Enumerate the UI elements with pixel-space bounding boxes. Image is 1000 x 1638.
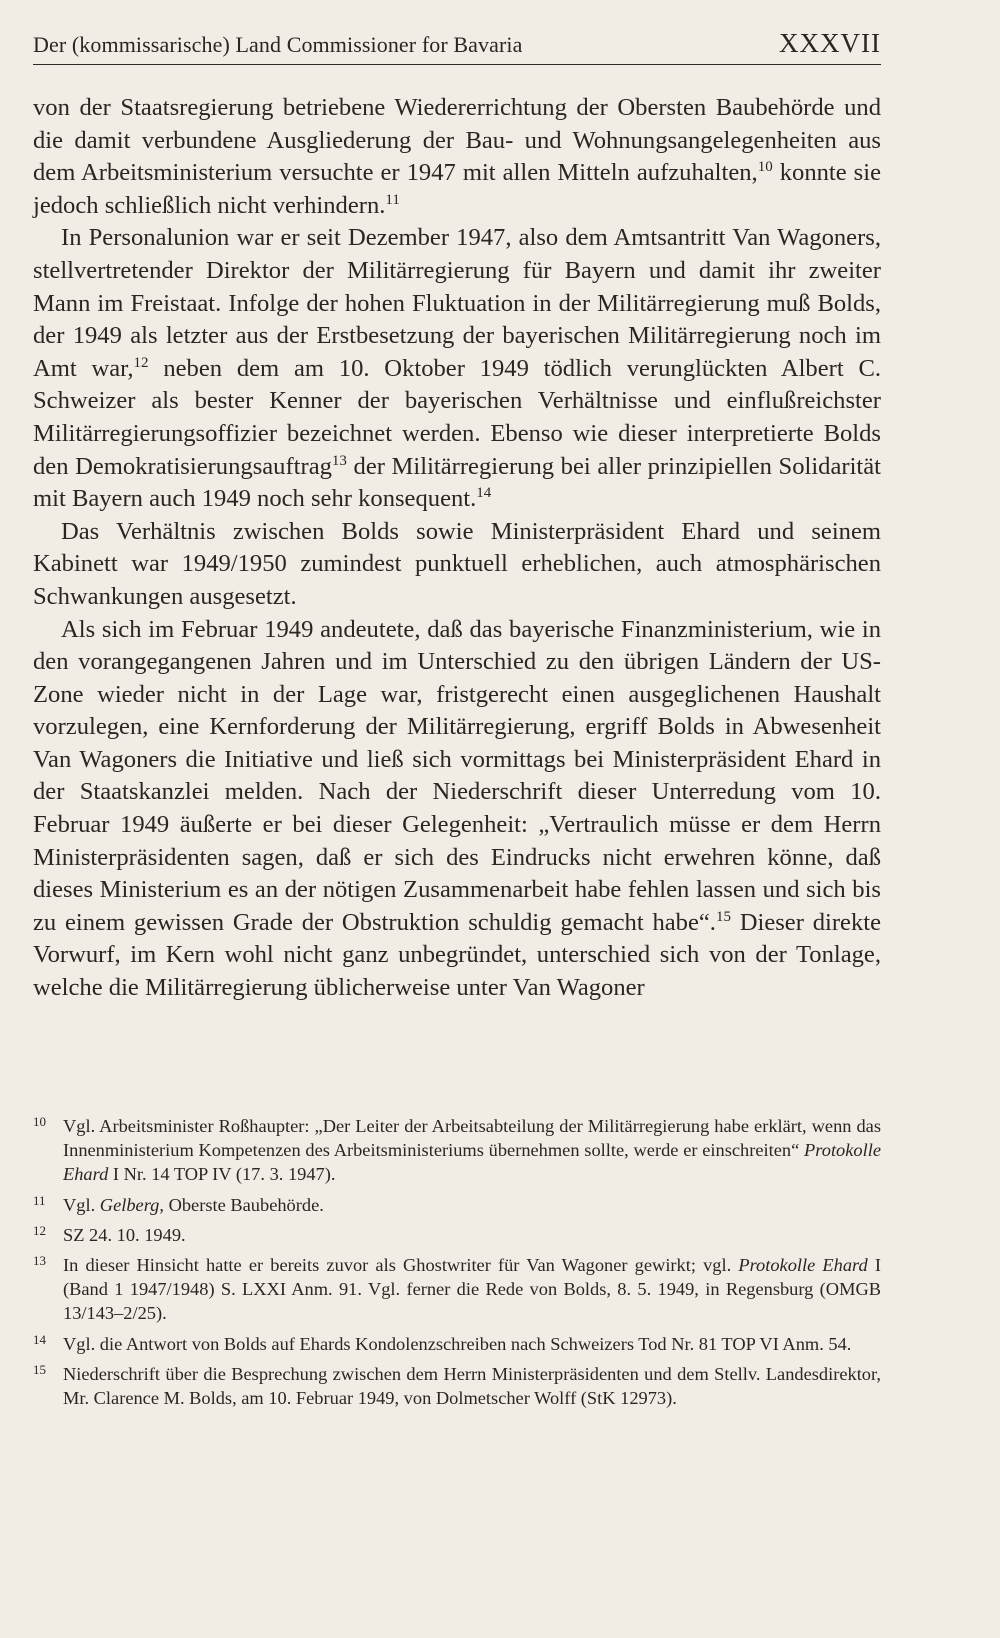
footnote-number: 10 bbox=[33, 1114, 46, 1129]
footnote-15 bbox=[33, 1362, 881, 1410]
footnote-text-tail: I (Band 1 1947/1948) S. LXXI Anm. 91. Vgl. ferner die Rede von Bolds, 8. 5. 1949, in Regensburg (OMGB 13/143–2/25). bbox=[63, 1255, 881, 1324]
paragraph-4 bbox=[33, 614, 881, 1005]
paragraph-2-text-b: neben dem am 10. Oktober 1949 tödlich verunglückten Albert C. Schweizer als bester Kenner der bayerischen Verhältnisse und einflußreichster Militärregierungsoffizier bezeichnet werden. Ebenso wie dieser interpretierte Bolds den Demokratisierungsauftrag bbox=[33, 354, 881, 480]
footnote-ref-14: 14 bbox=[476, 485, 492, 502]
running-header bbox=[33, 28, 881, 65]
paragraph-1-text-a: von der Staatsregierung betriebene Wiedererrichtung der Obersten Baubehörde und die damit verbundene Ausgliederung der Bau- und Wohnungsangelegenheiten aus dem Arbeitsministerium versuchte er 1947 mit allen Mitteln aufzuhalten, bbox=[33, 94, 881, 187]
footnote-text-tail: I Nr. 14 TOP IV (17. 3. 1947). bbox=[108, 1164, 336, 1185]
footnote-ref-10: 10 bbox=[757, 159, 773, 176]
paragraph-2 bbox=[33, 222, 881, 515]
footnote-12 bbox=[33, 1223, 881, 1247]
footnote-number: 12 bbox=[33, 1222, 46, 1238]
footnote-13 bbox=[33, 1253, 881, 1326]
footnote-italic-author: Gelberg bbox=[99, 1194, 160, 1215]
paragraph-2-text-c: der Militärregierung bei aller prinzipiellen Solidarität mit Bayern auch 1949 noch sehr konsequent. bbox=[33, 452, 881, 513]
footnote-14 bbox=[33, 1332, 881, 1356]
paragraph-1 bbox=[33, 92, 881, 222]
footnote-number: 15 bbox=[33, 1361, 46, 1377]
paragraph-3: Das Verhältnis zwischen Bolds sowie Ministerpräsident Ehard und seinem Kabinett war 1949/1950 zumindest punktuell erheblichen, auch atmosphärischen Schwankungen ausgesetzt. bbox=[33, 517, 881, 610]
footnote-10 bbox=[33, 1114, 881, 1187]
footnote-ref-15: 15 bbox=[715, 908, 731, 925]
footnote-ref-13: 13 bbox=[331, 452, 347, 469]
footnote-number: 13 bbox=[33, 1253, 46, 1269]
footnote-text: SZ 24. 10. 1949. bbox=[63, 1224, 186, 1245]
footnote-ref-11: 11 bbox=[385, 191, 400, 208]
footnote-text: Niederschrift über die Besprechung zwischen dem Herrn Ministerpräsidenten und dem Stellv. Landesdirektor, Mr. Clarence M. Bolds, am 10. Februar 1949, von Dolmetscher Wolff (StK 12973). bbox=[63, 1363, 881, 1409]
main-text bbox=[33, 92, 881, 1005]
running-header-title: Der (kommissarische) Land Commissioner for Bavaria bbox=[33, 32, 523, 57]
footnote-number: 11 bbox=[33, 1192, 46, 1208]
footnote-text-tail: , Oberste Baubehörde. bbox=[159, 1194, 324, 1215]
paragraph-1-text-b: konnte sie jedoch schließlich nicht verhindern. bbox=[33, 159, 881, 219]
footnote-text: Vgl. bbox=[63, 1194, 100, 1215]
footnote-11 bbox=[33, 1193, 881, 1217]
paragraph-4-text-a: Als sich im Februar 1949 andeutete, daß das bayerische Finanzministerium, wie in den vorangegangenen Jahren und im Unterschied zu den übrigen Ländern der US-Zone wieder nicht in der Lage war, fristgerecht einen ausgeglichenen Haushalt vorzulegen, eine Kernforderung der Militärregierung, ergriff Bolds in Abwesenheit Van Wagoners die Initiative und ließ sich vormittags bei Ministerpräsident Ehard in der Staatskanzlei melden. Nach der Niederschrift dieser Unterredung vom 10. Februar 1949 äußerte er bei dieser Gelegenheit: „Vertraulich müsse er dem Herrn Ministerpräsidenten sagen, daß er sich des Eindrucks nicht erwehren könne, daß dieses Ministerium es an der nötigen Zusammenarbeit habe fehlen lassen und sich bis zu einem gewissen Grade der Obstruktion schuldig gemacht habe“. bbox=[33, 615, 881, 936]
paragraph-2-text-a: In Personalunion war er seit Dezember 1947, also dem Amtsantritt Van Wagoners, stellvertretender Direktor der Militärregierung für Bayern und damit ihr zweiter Mann im Freistaat. Infolge der hohen Fluktuation in der Militärregierung muß Bolds, der 1949 als letzter aus der Erstbesetzung der bayerischen Militärregierung noch im Amt war, bbox=[33, 224, 881, 382]
footnote-text: In dieser Hinsicht hatte er bereits zuvor als Ghostwriter für Van Wagoner gewirkt; vgl. bbox=[63, 1255, 739, 1276]
footnotes-section bbox=[33, 1114, 881, 1416]
footnote-italic-title: Protokolle Ehard bbox=[738, 1255, 868, 1276]
page-number: XXXVII bbox=[779, 28, 881, 58]
footnote-ref-12: 12 bbox=[133, 354, 149, 371]
paragraph-4-text-b: Dieser direkte Vorwurf, im Kern wohl nicht ganz unbegründet, unterschied sich von der Tonlage, welche die Militärregierung üblicherweise unter Van Wagoner bbox=[33, 908, 881, 1002]
footnote-text: Vgl. die Antwort von Bolds auf Ehards Kondolenzschreiben nach Schweizers Tod Nr. 81 TOP VI Anm. 54. bbox=[63, 1333, 852, 1354]
footnote-text: Vgl. Arbeitsminister Roßhaupter: „Der Leiter der Arbeitsabteilung der Militärregierung habe erklärt, wenn das Innenministerium Kompetenzen des Arbeitsministeriums übernehmen sollte, werde er einschreiten“ bbox=[63, 1116, 881, 1161]
footnote-number: 14 bbox=[33, 1331, 46, 1347]
footnote-italic-title: Protokolle Ehard bbox=[63, 1140, 881, 1185]
